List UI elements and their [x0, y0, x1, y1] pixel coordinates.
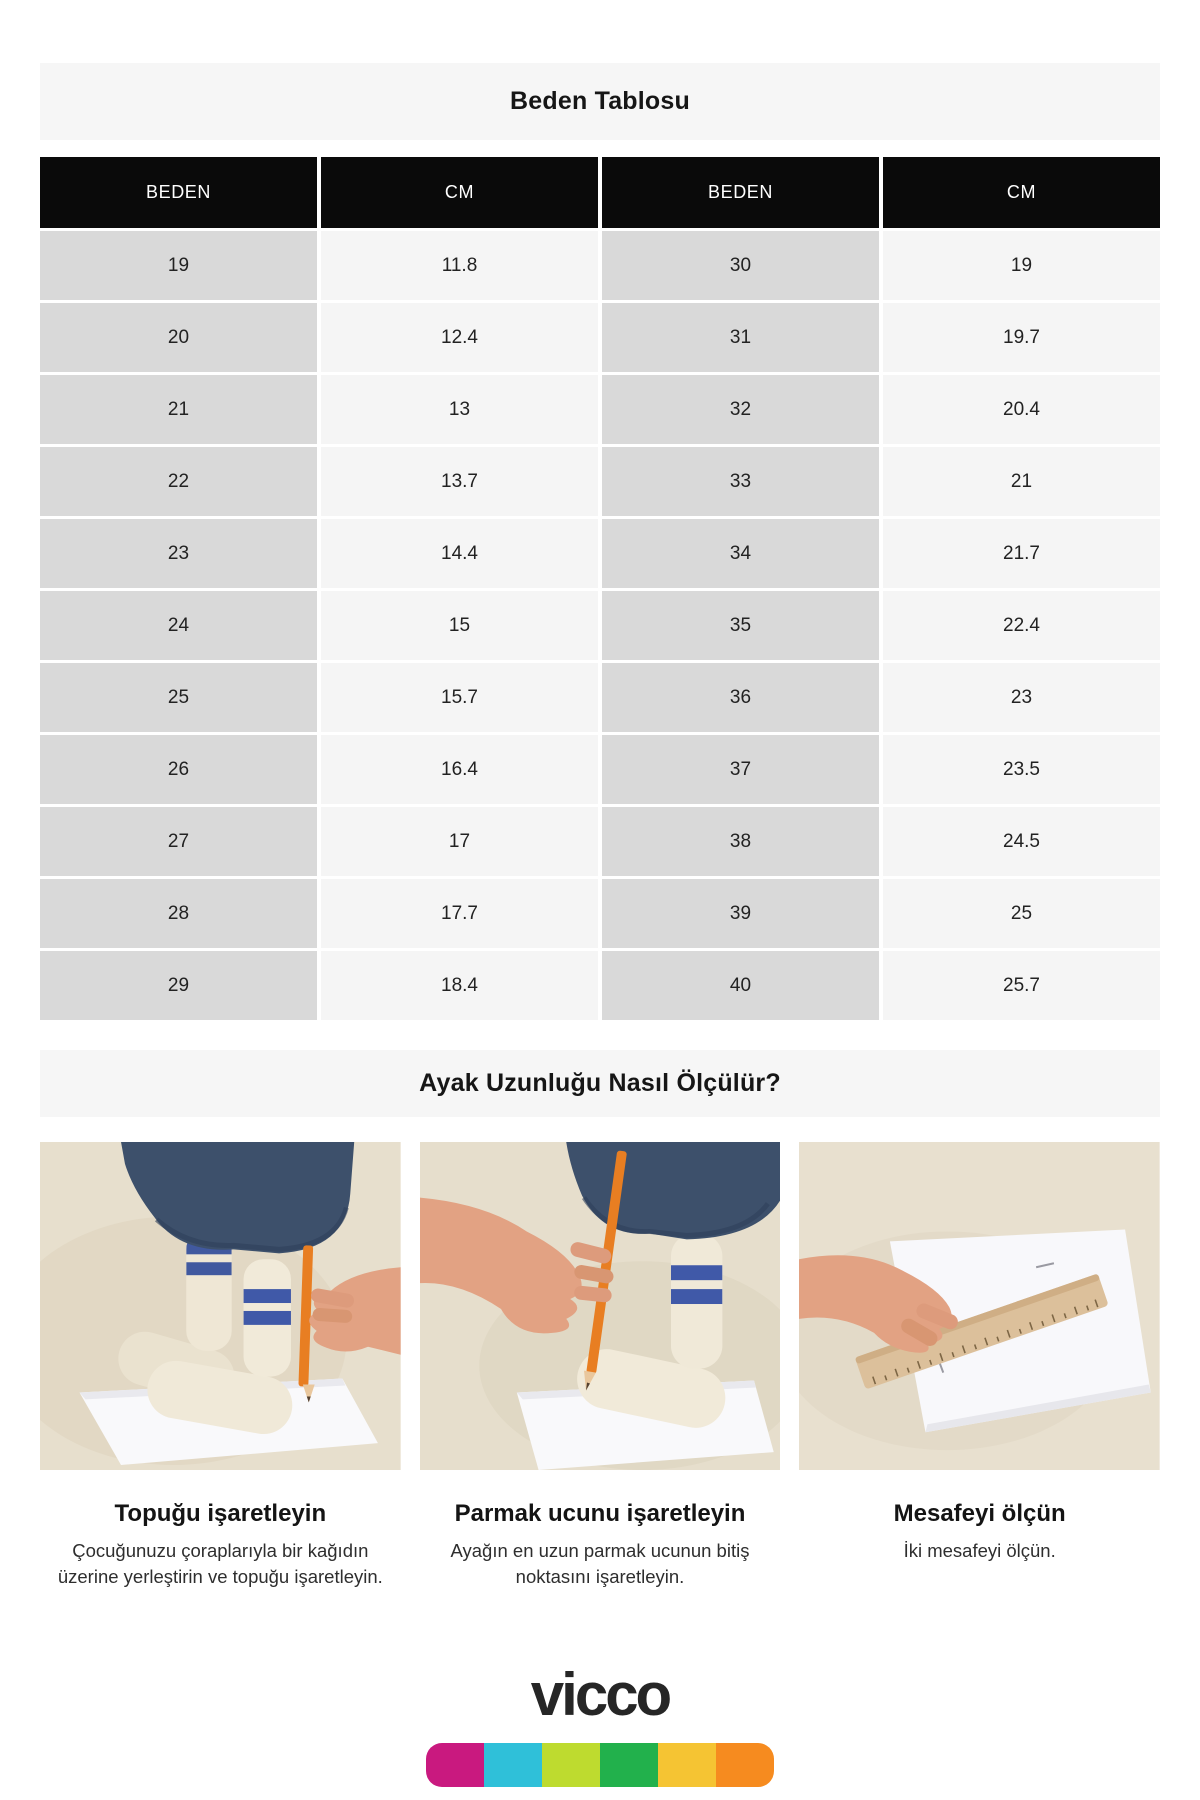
cm-cell: 15.7 [321, 663, 598, 732]
size-cell: 25 [40, 663, 317, 732]
size-chart-title-bar [40, 63, 1160, 140]
step-mark-heel [40, 1142, 401, 1591]
measure-title-bar [40, 1050, 1160, 1117]
color-bar-segment [484, 1743, 542, 1787]
size-cell: 39 [602, 879, 879, 948]
photo-mark-toe-with-pencil [420, 1142, 781, 1470]
size-cell: 36 [602, 663, 879, 732]
step-heading: Parmak ucunu işaretleyin [454, 1500, 746, 1527]
cm-cell: 25 [883, 879, 1160, 948]
size-table-header-beden-1: BEDEN [40, 157, 317, 228]
step-text: Çocuğunuzu çoraplarıyla bir kağıdın üzerine yerleştirin ve topuğu işaretleyin. [57, 1540, 383, 1588]
photo-measure-with-ruler [799, 1142, 1160, 1470]
cm-cell: 13 [321, 375, 598, 444]
cm-cell: 18.4 [321, 951, 598, 1020]
size-cell: 20 [40, 303, 317, 372]
size-cell: 31 [602, 303, 879, 372]
cm-cell: 20.4 [883, 375, 1160, 444]
step-heading: Mesafeyi ölçün [893, 1500, 1066, 1527]
size-cell: 30 [602, 231, 879, 300]
color-bar-segment [600, 1743, 658, 1787]
size-chart-title: Beden Tablosu [510, 87, 690, 115]
size-table-header-beden-2: BEDEN [602, 157, 879, 228]
step-heading: Topuğu işaretleyin [114, 1500, 327, 1527]
photo-mark-heel-with-pencil [40, 1142, 401, 1470]
size-table [40, 157, 1160, 1020]
cm-cell: 15 [321, 591, 598, 660]
size-cell: 24 [40, 591, 317, 660]
measure-steps [40, 1142, 1160, 1591]
cm-cell: 13.7 [321, 447, 598, 516]
size-cell: 32 [602, 375, 879, 444]
size-cell: 19 [40, 231, 317, 300]
size-cell: 38 [602, 807, 879, 876]
cm-cell: 22.4 [883, 591, 1160, 660]
cm-cell: 17.7 [321, 879, 598, 948]
step-measure-distance [799, 1142, 1160, 1591]
size-cell: 28 [40, 879, 317, 948]
cm-cell: 17 [321, 807, 598, 876]
color-bar-segment [658, 1743, 716, 1787]
measure-title: Ayak Uzunluğu Nasıl Ölçülür? [419, 1069, 781, 1097]
color-bar-segment [716, 1743, 774, 1787]
size-cell: 34 [602, 519, 879, 588]
cm-cell: 12.4 [321, 303, 598, 372]
size-cell: 35 [602, 591, 879, 660]
cm-cell: 16.4 [321, 735, 598, 804]
color-bar-segment [542, 1743, 600, 1787]
footer [40, 1660, 1160, 1787]
cm-cell: 11.8 [321, 231, 598, 300]
step-text: İki mesafeyi ölçün. [903, 1540, 1056, 1561]
step-text: Ayağın en uzun parmak ucunun bitiş noktasını işaretleyin. [450, 1540, 750, 1588]
cm-cell: 21.7 [883, 519, 1160, 588]
cm-cell: 14.4 [321, 519, 598, 588]
cm-cell: 19 [883, 231, 1160, 300]
size-cell: 37 [602, 735, 879, 804]
size-cell: 26 [40, 735, 317, 804]
cm-cell: 19.7 [883, 303, 1160, 372]
size-table-header-cm-1: CM [321, 157, 598, 228]
cm-cell: 21 [883, 447, 1160, 516]
cm-cell: 23.5 [883, 735, 1160, 804]
cm-cell: 24.5 [883, 807, 1160, 876]
brand-logo: vicco [530, 1660, 670, 1728]
step-mark-toe [420, 1142, 781, 1591]
size-cell: 40 [602, 951, 879, 1020]
size-table-header-cm-2: CM [883, 157, 1160, 228]
size-cell: 33 [602, 447, 879, 516]
brand-color-bar [426, 1743, 774, 1787]
size-cell: 21 [40, 375, 317, 444]
cm-cell: 23 [883, 663, 1160, 732]
size-cell: 23 [40, 519, 317, 588]
size-cell: 29 [40, 951, 317, 1020]
size-cell: 22 [40, 447, 317, 516]
color-bar-segment [426, 1743, 484, 1787]
cm-cell: 25.7 [883, 951, 1160, 1020]
size-cell: 27 [40, 807, 317, 876]
